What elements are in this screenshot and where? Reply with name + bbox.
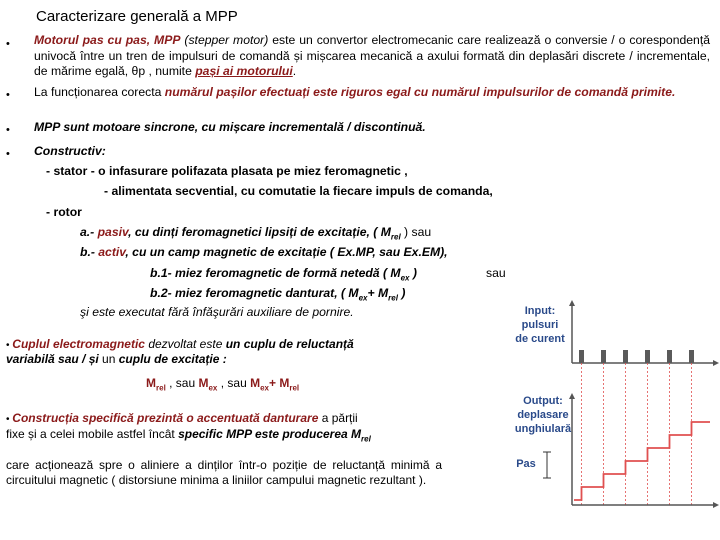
subscript: ex	[208, 383, 218, 393]
rotor-b2	[150, 286, 405, 302]
subscript: rel	[289, 383, 300, 393]
input-label-3: de curent	[515, 333, 565, 345]
rotor-passive	[80, 225, 431, 241]
torque-text: dezvoltat este	[144, 337, 226, 351]
stator-line-2: - alimentata secvential, cu comutatie la fiecare impuls de comanda,	[104, 184, 493, 198]
angular-step-line	[574, 422, 710, 500]
arrow-icon	[713, 502, 719, 508]
separator: , sau	[217, 376, 251, 390]
current-pulse	[601, 350, 606, 363]
bullet-marker: •	[6, 89, 10, 101]
torque-line-1: • Cuplul electromagnetic dezvoltat este un cuplu de reluctanță	[6, 337, 354, 351]
subscript: ex	[358, 293, 368, 303]
plus-m: + M	[268, 376, 290, 390]
b2-mid: + M	[367, 286, 389, 300]
step-curve	[574, 422, 710, 500]
pas-label: Pas	[516, 458, 536, 470]
construction-line-1: • Construcția specifică prezintă o accentuată danturare a părții	[6, 411, 358, 425]
input-label-2: pulsuri	[521, 319, 559, 331]
m-symbol: M	[250, 376, 261, 390]
b1-end: )	[409, 266, 417, 280]
item-prefix: b.-	[80, 245, 99, 259]
rotor-b1	[150, 266, 417, 282]
mpp-definition-term: Motorul pas cu pas, MPP	[34, 33, 181, 47]
construction-text: a părții	[318, 411, 358, 425]
b2-end: )	[397, 286, 406, 300]
current-pulse	[645, 350, 650, 363]
current-pulse	[579, 350, 584, 363]
bullet-marker: •	[6, 38, 10, 50]
output-label-1: Output:	[523, 395, 563, 407]
current-pulse	[667, 350, 672, 363]
input-label-1: Input:	[524, 305, 556, 317]
subscript: rel	[156, 383, 166, 393]
page-title: Caracterizare generală a MPP	[36, 8, 238, 25]
synchronous-note: MPP sunt motoare sincrone, cu mișcare incrementală / discontinuă.	[34, 120, 426, 134]
m-symbol: M	[198, 376, 209, 390]
steps-equal-pulses: numărul pașilor efectuați este riguros egal cu numărul impulsurilor de comandă primite.	[164, 85, 676, 99]
subscript: rel	[388, 293, 398, 303]
arrow-icon	[569, 393, 575, 399]
b2-text: b.2- miez feromagnetic danturat, ( M	[150, 286, 359, 300]
subscript: ex	[400, 273, 410, 283]
mpp-definition-text: este un convertor electromecanic care realizează o conversie / o corespondență univocă între un tren de impulsuri de comandă și mișcarea mecanică a axului formată din deplasări discrete / incrementale, de mărime egală, θp , numite	[34, 33, 710, 78]
arrow-icon	[713, 360, 719, 366]
pulse-step-diagram	[505, 300, 720, 535]
b1-or: sau	[486, 266, 506, 280]
b1-text: b.1- miez feromagnetic de formă netedă ( M	[150, 266, 401, 280]
final-paragraph: care acționează spre o aliniere a dinților într-o poziție de reluctanță minimă a circuitului magnetic ( distorsiune minima a liniilor campului magnetic rezultant ).	[6, 458, 442, 487]
bullet-2-paragraph	[34, 85, 710, 101]
output-label-3: unghiulară	[514, 423, 572, 435]
auxiliary-note: şi este executat fără înfăşurări auxiliare de pornire.	[80, 305, 354, 319]
torque-line-2	[6, 352, 227, 367]
excitation-torque: cuplu de excitație :	[118, 352, 227, 366]
item-prefix: a.-	[80, 225, 98, 239]
construction-term: Construcția specifică prezintă o accentuată danturare	[12, 411, 319, 425]
subscript: ex	[260, 383, 269, 393]
rotor-active	[80, 245, 448, 259]
stepper-motor-paren: (stepper motor)	[180, 33, 269, 47]
construction-line-2	[6, 427, 371, 446]
arrow-icon	[569, 300, 575, 306]
active-word: activ	[98, 245, 126, 259]
current-pulse	[623, 350, 628, 363]
bullet-marker: •	[6, 148, 10, 160]
bullet-marker: •	[6, 124, 10, 136]
output-label-2: deplasare	[517, 409, 569, 421]
operation-text: La funcționarea corecta	[34, 85, 165, 99]
m-symbol: M	[146, 376, 156, 390]
separator: , sau	[165, 376, 199, 390]
rotor-heading: - rotor	[46, 205, 82, 219]
variable-or: variabilă sau / și	[6, 352, 99, 366]
active-text: , cu un camp magnetic de excitație ( Ex.MP, sau Ex.EM),	[125, 245, 448, 259]
steps-term: pași ai motorului	[195, 64, 293, 78]
passive-end: ) sau	[400, 225, 432, 239]
passive-text: , cu dinți feromagnetici lipsiți de excitație, ( M	[128, 225, 391, 239]
stator-line-1: - stator - o infasurare polifazata plasata pe miez feromagnetic ,	[46, 164, 408, 178]
torque-term: Cuplul electromagnetic	[12, 337, 145, 351]
pulse-train	[579, 350, 694, 505]
current-pulse	[689, 350, 694, 363]
mrel-production: specific MPP este producerea M	[178, 427, 362, 441]
connector: un	[98, 352, 119, 366]
subscript: rel	[390, 232, 401, 242]
torque-types	[146, 376, 299, 395]
construction-text-2: fixe și a celei mobile astfel încât	[6, 427, 179, 441]
subscript: rel	[361, 434, 371, 444]
bullet-1-paragraph	[34, 33, 710, 80]
constructive-heading: Constructiv:	[34, 144, 106, 158]
passive-word: pasiv	[97, 225, 129, 239]
reluctance-torque: un cuplu de reluctanță	[225, 337, 354, 351]
period: .	[292, 64, 297, 78]
